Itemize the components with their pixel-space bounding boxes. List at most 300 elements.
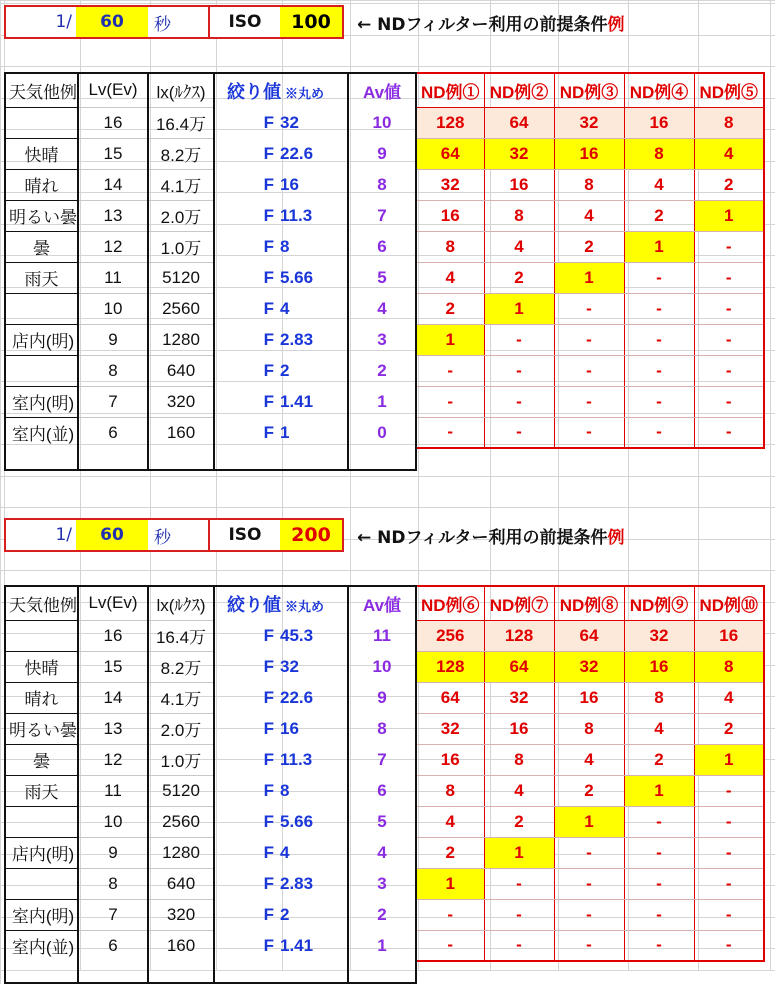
cell-nd-value[interactable]: 4 bbox=[694, 138, 764, 169]
cell-lx[interactable]: 16.4万 bbox=[148, 620, 214, 651]
cell-nd-value[interactable]: 16 bbox=[694, 620, 764, 651]
cell-f-prefix[interactable]: F bbox=[214, 682, 280, 713]
blank-cell bbox=[78, 961, 148, 983]
cell-nd-value[interactable]: - bbox=[416, 417, 484, 448]
cell-lx[interactable]: 320 bbox=[148, 386, 214, 417]
cell-nd-value[interactable]: 32 bbox=[554, 651, 624, 682]
iso-value[interactable]: 100 bbox=[280, 7, 342, 37]
cell-lx[interactable]: 2.0万 bbox=[148, 713, 214, 744]
cell-nd-value[interactable]: 2 bbox=[554, 775, 624, 806]
cell-lv[interactable]: 13 bbox=[78, 200, 148, 231]
header-lx[interactable]: lx(ﾙｸｽ) bbox=[148, 73, 214, 107]
cell-weather[interactable]: 曇 bbox=[5, 231, 78, 262]
cell-aperture-value[interactable]: 1.41 bbox=[280, 935, 314, 955]
cell-weather[interactable]: 晴れ bbox=[5, 169, 78, 200]
cell-lv[interactable]: 13 bbox=[78, 713, 148, 744]
cell-lv[interactable]: 12 bbox=[78, 231, 148, 262]
cell-aperture-value[interactable]: 11.3 bbox=[280, 205, 313, 225]
cell-nd-value[interactable]: 16 bbox=[416, 744, 484, 775]
cell-av[interactable]: 8 bbox=[348, 169, 416, 200]
header-nd-example[interactable]: ND例⑨ bbox=[624, 586, 694, 620]
cell-nd-value[interactable]: 2 bbox=[694, 169, 764, 200]
table-row bbox=[5, 386, 764, 417]
cell-f-prefix[interactable]: F bbox=[214, 837, 280, 868]
cell-nd-value[interactable]: - bbox=[694, 262, 764, 293]
cell-f-prefix[interactable]: F bbox=[214, 417, 280, 448]
cell-aperture-value[interactable]: 1 bbox=[280, 422, 290, 442]
cell-f-prefix[interactable]: F bbox=[214, 200, 280, 231]
cell-nd-value[interactable]: 4 bbox=[694, 682, 764, 713]
conditions-note-text: ← NDフィルター利用の前提条件 bbox=[357, 14, 608, 35]
header-lv[interactable]: Lv(Ev) bbox=[78, 73, 148, 107]
cell-nd-value[interactable]: 1 bbox=[624, 231, 694, 262]
cell-nd-value[interactable]: 16 bbox=[624, 107, 694, 138]
cell-av[interactable]: 10 bbox=[348, 107, 416, 138]
shutter-fraction[interactable]: 1/ bbox=[55, 525, 72, 545]
header-nd-example[interactable]: ND例⑦ bbox=[484, 586, 554, 620]
cell-aperture-value[interactable]: 2.83 bbox=[280, 873, 314, 893]
blank-cell bbox=[624, 961, 694, 983]
conditions-note-1 bbox=[357, 5, 624, 39]
cell-nd-value[interactable]: - bbox=[484, 324, 554, 355]
cell-weather[interactable]: 室内(並) bbox=[5, 417, 78, 448]
cell-nd-value[interactable]: - bbox=[416, 899, 484, 930]
cell-nd-value[interactable]: 32 bbox=[484, 682, 554, 713]
cell-weather[interactable]: 店内(明) bbox=[5, 837, 78, 868]
cell-av[interactable]: 7 bbox=[348, 200, 416, 231]
cell-av[interactable]: 6 bbox=[348, 231, 416, 262]
cell-nd-value[interactable]: - bbox=[484, 930, 554, 961]
cell-nd-value[interactable]: 4 bbox=[624, 169, 694, 200]
cell-f-prefix[interactable]: F bbox=[214, 620, 280, 651]
cell-weather[interactable]: 明るい曇 bbox=[5, 200, 78, 231]
cell-aperture-value[interactable]: 5.66 bbox=[280, 267, 314, 287]
cell-nd-value[interactable]: - bbox=[624, 837, 694, 868]
cell-nd-value[interactable]: - bbox=[624, 324, 694, 355]
cell-av[interactable]: 10 bbox=[348, 651, 416, 682]
cell-nd-value[interactable]: - bbox=[554, 417, 624, 448]
cell-nd-value[interactable]: 4 bbox=[624, 713, 694, 744]
cell-nd-value[interactable]: 8 bbox=[416, 775, 484, 806]
cell-nd-value[interactable]: - bbox=[624, 262, 694, 293]
cell-aperture-value[interactable]: 45.3 bbox=[280, 625, 314, 645]
header-aperture[interactable] bbox=[214, 586, 348, 620]
cell-weather[interactable]: 雨天 bbox=[5, 775, 78, 806]
cell-av[interactable]: 9 bbox=[348, 138, 416, 169]
cell-av[interactable]: 1 bbox=[348, 386, 416, 417]
cell-av[interactable]: 9 bbox=[348, 682, 416, 713]
cell-nd-value[interactable]: 4 bbox=[554, 200, 624, 231]
gridline bbox=[0, 3, 775, 4]
header-nd-example[interactable]: ND例⑤ bbox=[694, 73, 764, 107]
cell-f-prefix[interactable]: F bbox=[214, 930, 280, 961]
cell-nd-value[interactable]: - bbox=[694, 806, 764, 837]
cell-av[interactable]: 7 bbox=[348, 744, 416, 775]
cell-aperture-value[interactable]: 2 bbox=[280, 360, 290, 380]
cell-nd-value[interactable]: - bbox=[416, 355, 484, 386]
cell-nd-value[interactable]: 8 bbox=[624, 138, 694, 169]
cell-nd-value[interactable]: - bbox=[554, 324, 624, 355]
cell-aperture-value[interactable]: 8 bbox=[280, 780, 290, 800]
blank-cell bbox=[624, 448, 694, 470]
cell-nd-value[interactable]: 64 bbox=[484, 651, 554, 682]
cell-nd-value[interactable]: 2 bbox=[416, 837, 484, 868]
cell-lv[interactable]: 16 bbox=[78, 107, 148, 138]
cell-f-prefix[interactable]: F bbox=[214, 262, 280, 293]
cell-nd-value[interactable]: 4 bbox=[416, 262, 484, 293]
table-row bbox=[5, 200, 764, 231]
header-av[interactable]: Av値 bbox=[348, 586, 416, 620]
cell-weather[interactable] bbox=[5, 620, 78, 651]
cell-aperture-value[interactable]: 22.6 bbox=[280, 143, 314, 163]
cell-nd-value[interactable]: - bbox=[554, 930, 624, 961]
cell-lv[interactable]: 7 bbox=[78, 386, 148, 417]
iso-label[interactable]: ISO bbox=[228, 525, 262, 545]
cell-nd-value[interactable]: 8 bbox=[694, 107, 764, 138]
cell-f-prefix[interactable]: F bbox=[214, 355, 280, 386]
cell-nd-value[interactable]: 32 bbox=[416, 169, 484, 200]
cell-nd-value[interactable]: 8 bbox=[554, 169, 624, 200]
cell-av[interactable]: 5 bbox=[348, 806, 416, 837]
cell-nd-value[interactable]: 1 bbox=[554, 262, 624, 293]
cell-weather[interactable] bbox=[5, 293, 78, 324]
cell-av[interactable]: 3 bbox=[348, 868, 416, 899]
cell-lv[interactable]: 11 bbox=[78, 775, 148, 806]
blank-cell bbox=[280, 961, 348, 983]
cell-nd-value[interactable]: 128 bbox=[416, 651, 484, 682]
cell-lv[interactable]: 8 bbox=[78, 355, 148, 386]
cell-weather[interactable]: 快晴 bbox=[5, 651, 78, 682]
cell-weather[interactable] bbox=[5, 806, 78, 837]
blank-row bbox=[5, 448, 764, 470]
header-nd-example[interactable]: ND例③ bbox=[554, 73, 624, 107]
cell-f-prefix[interactable]: F bbox=[214, 775, 280, 806]
cell-nd-value[interactable]: 1 bbox=[416, 868, 484, 899]
cell-nd-value[interactable]: 1 bbox=[694, 744, 764, 775]
blank-cell bbox=[78, 448, 148, 470]
cell-lv[interactable]: 8 bbox=[78, 868, 148, 899]
cell-nd-value[interactable]: 2 bbox=[694, 713, 764, 744]
cell-nd-value[interactable]: - bbox=[554, 293, 624, 324]
cell-nd-value[interactable]: - bbox=[694, 324, 764, 355]
cell-lx[interactable]: 1280 bbox=[148, 324, 214, 355]
cell-nd-value[interactable]: 8 bbox=[554, 713, 624, 744]
header-nd-example[interactable]: ND例⑥ bbox=[416, 586, 484, 620]
cell-weather[interactable]: 晴れ bbox=[5, 682, 78, 713]
cell-nd-value[interactable]: 64 bbox=[554, 620, 624, 651]
iso-value[interactable]: 200 bbox=[280, 520, 342, 550]
iso-label[interactable]: ISO bbox=[228, 12, 262, 32]
cell-f-prefix[interactable]: F bbox=[214, 386, 280, 417]
cell-nd-value[interactable]: 1 bbox=[694, 200, 764, 231]
cell-nd-value[interactable]: 32 bbox=[554, 107, 624, 138]
cell-f-prefix[interactable]: F bbox=[214, 899, 280, 930]
header-nd-example[interactable]: ND例① bbox=[416, 73, 484, 107]
header-lv[interactable]: Lv(Ev) bbox=[78, 586, 148, 620]
gridline bbox=[0, 66, 775, 67]
cell-nd-value[interactable]: 128 bbox=[484, 620, 554, 651]
cell-av[interactable]: 1 bbox=[348, 930, 416, 961]
cell-weather[interactable] bbox=[5, 107, 78, 138]
blank-cell bbox=[348, 448, 416, 470]
shutter-speed-value[interactable]: 60 bbox=[76, 7, 148, 37]
cell-lx[interactable]: 1280 bbox=[148, 837, 214, 868]
cell-nd-value[interactable]: 16 bbox=[624, 651, 694, 682]
cell-lx[interactable]: 160 bbox=[148, 417, 214, 448]
cell-aperture-value[interactable]: 32 bbox=[280, 656, 299, 676]
cell-nd-value[interactable]: 16 bbox=[484, 713, 554, 744]
cell-nd-value[interactable]: - bbox=[694, 386, 764, 417]
cell-lx[interactable]: 4.1万 bbox=[148, 169, 214, 200]
cell-weather[interactable]: 室内(並) bbox=[5, 930, 78, 961]
cell-nd-value[interactable]: 16 bbox=[416, 200, 484, 231]
blank-cell bbox=[280, 448, 348, 470]
cell-weather[interactable]: 室内(明) bbox=[5, 899, 78, 930]
cell-f-prefix[interactable]: F bbox=[214, 744, 280, 775]
cell-nd-value[interactable]: - bbox=[624, 899, 694, 930]
cell-nd-value[interactable]: 8 bbox=[484, 200, 554, 231]
cell-nd-value[interactable]: 2 bbox=[484, 806, 554, 837]
header-nd-example[interactable]: ND例⑩ bbox=[694, 586, 764, 620]
cell-nd-value[interactable]: 1 bbox=[484, 837, 554, 868]
cell-nd-value[interactable]: - bbox=[624, 355, 694, 386]
cell-nd-value[interactable]: - bbox=[484, 417, 554, 448]
cell-nd-value[interactable]: - bbox=[484, 899, 554, 930]
cell-nd-value[interactable]: - bbox=[624, 868, 694, 899]
cell-nd-value[interactable]: 8 bbox=[694, 651, 764, 682]
cell-nd-value[interactable]: 128 bbox=[416, 107, 484, 138]
cell-nd-value[interactable]: 256 bbox=[416, 620, 484, 651]
header-weather[interactable]: 天気他例 bbox=[5, 586, 78, 620]
cell-aperture-value[interactable]: 4 bbox=[280, 842, 290, 862]
cell-nd-value[interactable]: - bbox=[554, 899, 624, 930]
cell-av[interactable]: 8 bbox=[348, 713, 416, 744]
cell-lv[interactable]: 14 bbox=[78, 169, 148, 200]
cell-nd-value[interactable]: 32 bbox=[624, 620, 694, 651]
cell-nd-value[interactable]: 16 bbox=[554, 138, 624, 169]
shutter-speed-value[interactable]: 60 bbox=[76, 520, 148, 550]
cell-weather[interactable]: 室内(明) bbox=[5, 386, 78, 417]
cell-lx[interactable]: 640 bbox=[148, 355, 214, 386]
cell-nd-value[interactable]: - bbox=[694, 293, 764, 324]
cell-nd-value[interactable]: 16 bbox=[554, 682, 624, 713]
cell-av[interactable]: 4 bbox=[348, 293, 416, 324]
cell-weather[interactable]: 雨天 bbox=[5, 262, 78, 293]
shutter-unit[interactable]: 秒 bbox=[148, 7, 210, 37]
cell-nd-value[interactable]: 32 bbox=[484, 138, 554, 169]
cell-nd-value[interactable]: 1 bbox=[554, 806, 624, 837]
cell-nd-value[interactable]: - bbox=[694, 899, 764, 930]
header-nd-example[interactable]: ND例⑧ bbox=[554, 586, 624, 620]
nd-table-1 bbox=[4, 72, 765, 471]
cell-lv[interactable]: 9 bbox=[78, 837, 148, 868]
blank-cell bbox=[694, 448, 764, 470]
table-row bbox=[5, 682, 764, 713]
cell-nd-value[interactable]: - bbox=[416, 386, 484, 417]
shutter-unit[interactable]: 秒 bbox=[148, 520, 210, 550]
table-row bbox=[5, 806, 764, 837]
cell-aperture-value[interactable]: 4 bbox=[280, 298, 290, 318]
cell-lv[interactable]: 6 bbox=[78, 930, 148, 961]
cell-weather[interactable] bbox=[5, 355, 78, 386]
cell-weather[interactable]: 明るい曇 bbox=[5, 713, 78, 744]
cell-nd-value[interactable]: 16 bbox=[484, 169, 554, 200]
cell-weather[interactable]: 店内(明) bbox=[5, 324, 78, 355]
cell-lx[interactable]: 160 bbox=[148, 930, 214, 961]
cell-nd-value[interactable]: - bbox=[554, 868, 624, 899]
cell-lv[interactable]: 15 bbox=[78, 651, 148, 682]
cell-lx[interactable]: 5120 bbox=[148, 775, 214, 806]
cell-nd-value[interactable]: 64 bbox=[484, 107, 554, 138]
cell-nd-value[interactable]: 1 bbox=[484, 293, 554, 324]
cell-aperture-value[interactable]: 2 bbox=[280, 904, 290, 924]
cell-lx[interactable]: 640 bbox=[148, 868, 214, 899]
table-row bbox=[5, 713, 764, 744]
cell-nd-value[interactable]: - bbox=[484, 386, 554, 417]
cell-nd-value[interactable]: 4 bbox=[484, 775, 554, 806]
cell-nd-value[interactable]: - bbox=[624, 386, 694, 417]
cell-nd-value[interactable]: - bbox=[416, 930, 484, 961]
blank-cell bbox=[484, 448, 554, 470]
cell-lx[interactable]: 320 bbox=[148, 899, 214, 930]
cell-nd-value[interactable]: 64 bbox=[416, 138, 484, 169]
cell-nd-value[interactable]: - bbox=[694, 868, 764, 899]
cell-lx[interactable]: 5120 bbox=[148, 262, 214, 293]
cell-f-prefix[interactable]: F bbox=[214, 293, 280, 324]
header-nd-example[interactable]: ND例② bbox=[484, 73, 554, 107]
cell-nd-value[interactable]: - bbox=[624, 806, 694, 837]
cell-lx[interactable]: 1.0万 bbox=[148, 744, 214, 775]
header-lx[interactable]: lx(ﾙｸｽ) bbox=[148, 586, 214, 620]
cell-nd-value[interactable]: 1 bbox=[624, 775, 694, 806]
cell-f-prefix[interactable]: F bbox=[214, 324, 280, 355]
cell-nd-value[interactable]: - bbox=[694, 417, 764, 448]
header-aperture-note: ※丸め bbox=[285, 598, 325, 614]
cell-av[interactable]: 4 bbox=[348, 837, 416, 868]
cell-nd-value[interactable]: - bbox=[624, 930, 694, 961]
cell-f-prefix[interactable]: F bbox=[214, 231, 280, 262]
cell-lx[interactable]: 2.0万 bbox=[148, 200, 214, 231]
cell-nd-value[interactable]: - bbox=[554, 355, 624, 386]
cell-lv[interactable]: 9 bbox=[78, 324, 148, 355]
cell-nd-value[interactable]: - bbox=[694, 231, 764, 262]
cell-av[interactable]: 2 bbox=[348, 355, 416, 386]
cell-av[interactable]: 3 bbox=[348, 324, 416, 355]
cell-aperture-value[interactable]: 1.41 bbox=[280, 391, 314, 411]
blank-cell bbox=[416, 961, 484, 983]
cell-nd-value[interactable]: 2 bbox=[624, 744, 694, 775]
cell-lx[interactable]: 2560 bbox=[148, 806, 214, 837]
cell-lx[interactable]: 4.1万 bbox=[148, 682, 214, 713]
conditions-note-text: ← NDフィルター利用の前提条件 bbox=[357, 527, 608, 548]
cell-nd-value[interactable]: - bbox=[624, 417, 694, 448]
cell-nd-value[interactable]: - bbox=[484, 355, 554, 386]
cell-lx[interactable]: 1.0万 bbox=[148, 231, 214, 262]
header-aperture-label: 絞り値 bbox=[227, 81, 281, 102]
cell-f-prefix[interactable]: F bbox=[214, 169, 280, 200]
cell-lx[interactable]: 8.2万 bbox=[148, 138, 214, 169]
cell-aperture-value[interactable]: 32 bbox=[280, 112, 299, 132]
cell-nd-value[interactable]: 8 bbox=[416, 231, 484, 262]
cell-weather[interactable]: 快晴 bbox=[5, 138, 78, 169]
table-row bbox=[5, 324, 764, 355]
cell-lx[interactable]: 8.2万 bbox=[148, 651, 214, 682]
cell-nd-value[interactable]: 64 bbox=[416, 682, 484, 713]
cell-lv[interactable]: 6 bbox=[78, 417, 148, 448]
cell-aperture-value[interactable]: 16 bbox=[280, 718, 299, 738]
cell-nd-value[interactable]: 32 bbox=[416, 713, 484, 744]
cell-nd-value[interactable]: 4 bbox=[554, 744, 624, 775]
blank-cell bbox=[694, 961, 764, 983]
cell-nd-value[interactable]: - bbox=[554, 386, 624, 417]
cell-nd-value[interactable]: 8 bbox=[624, 682, 694, 713]
cell-av[interactable]: 0 bbox=[348, 417, 416, 448]
cell-nd-value[interactable]: - bbox=[694, 930, 764, 961]
table-row bbox=[5, 138, 764, 169]
cell-nd-value[interactable]: - bbox=[694, 355, 764, 386]
cell-nd-value[interactable]: - bbox=[624, 293, 694, 324]
cell-nd-value[interactable]: 1 bbox=[416, 324, 484, 355]
cell-lv[interactable]: 12 bbox=[78, 744, 148, 775]
cell-f-prefix[interactable]: F bbox=[214, 651, 280, 682]
cell-nd-value[interactable]: 2 bbox=[416, 293, 484, 324]
cell-f-prefix[interactable]: F bbox=[214, 107, 280, 138]
cell-lv[interactable]: 10 bbox=[78, 293, 148, 324]
cell-lv[interactable]: 14 bbox=[78, 682, 148, 713]
cell-lx[interactable]: 16.4万 bbox=[148, 107, 214, 138]
header-av[interactable]: Av値 bbox=[348, 73, 416, 107]
cell-av[interactable]: 2 bbox=[348, 899, 416, 930]
cell-lv[interactable]: 15 bbox=[78, 138, 148, 169]
cell-lv[interactable]: 16 bbox=[78, 620, 148, 651]
cell-nd-value[interactable]: 2 bbox=[484, 262, 554, 293]
header-aperture[interactable] bbox=[214, 73, 348, 107]
cell-lv[interactable]: 7 bbox=[78, 899, 148, 930]
cell-nd-value[interactable]: - bbox=[694, 837, 764, 868]
cell-nd-value[interactable]: 4 bbox=[416, 806, 484, 837]
cell-nd-value[interactable]: 2 bbox=[554, 231, 624, 262]
cell-lx[interactable]: 2560 bbox=[148, 293, 214, 324]
blank-cell bbox=[5, 448, 78, 470]
cell-av[interactable]: 5 bbox=[348, 262, 416, 293]
shutter-fraction[interactable]: 1/ bbox=[55, 12, 72, 32]
cell-nd-value[interactable]: - bbox=[694, 775, 764, 806]
cell-lv[interactable]: 11 bbox=[78, 262, 148, 293]
cell-aperture-value[interactable]: 8 bbox=[280, 236, 290, 256]
cell-f-prefix[interactable]: F bbox=[214, 138, 280, 169]
cell-weather[interactable]: 曇 bbox=[5, 744, 78, 775]
cell-nd-value[interactable]: - bbox=[554, 837, 624, 868]
cell-aperture-value[interactable]: 2.83 bbox=[280, 329, 314, 349]
header-weather[interactable]: 天気他例 bbox=[5, 73, 78, 107]
cell-f-prefix[interactable]: F bbox=[214, 713, 280, 744]
cell-lv[interactable]: 10 bbox=[78, 806, 148, 837]
cell-nd-value[interactable]: - bbox=[484, 868, 554, 899]
header-nd-example[interactable]: ND例④ bbox=[624, 73, 694, 107]
cell-aperture-value[interactable]: 5.66 bbox=[280, 811, 314, 831]
cell-weather[interactable] bbox=[5, 868, 78, 899]
cell-f-prefix[interactable]: F bbox=[214, 868, 280, 899]
cell-nd-value[interactable]: 2 bbox=[624, 200, 694, 231]
cell-av[interactable]: 11 bbox=[348, 620, 416, 651]
cell-aperture-value[interactable]: 22.6 bbox=[280, 687, 314, 707]
cell-av[interactable]: 6 bbox=[348, 775, 416, 806]
cell-aperture-value[interactable]: 11.3 bbox=[280, 749, 313, 769]
cell-aperture-value[interactable]: 16 bbox=[280, 174, 299, 194]
cell-f-prefix[interactable]: F bbox=[214, 806, 280, 837]
cell-nd-value[interactable]: 4 bbox=[484, 231, 554, 262]
cell-nd-value[interactable]: 8 bbox=[484, 744, 554, 775]
